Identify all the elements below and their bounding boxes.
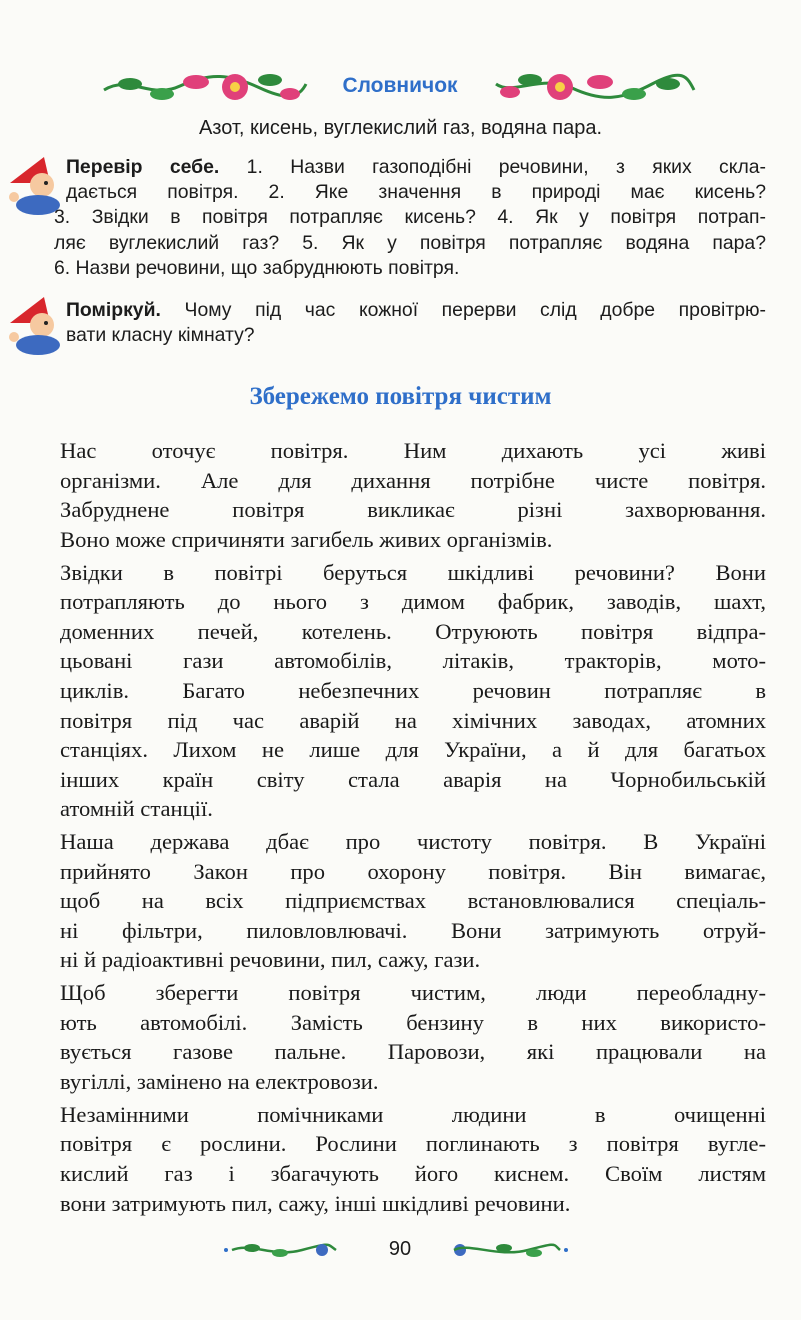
body-text [60, 436, 766, 1221]
check-yourself-continued: 3. Звідки в повітря потрапляє кисень? 4. Як у повітря потрап- ляє вуглекислий газ? 5. Як у повітря потрапляє водяна пара? 6. Назви речовини, що забруднюють повітря. [54, 206, 766, 279]
dictionary-header [0, 70, 801, 104]
floral-ornament-icon [492, 70, 697, 104]
paragraph: Щоб зберегти повітря чистим, люди переобладну- ють автомобілі. Замість бензину в них використо- вується газове пальне. Паровози, які працювали на вугіллі, замінено на електровози. [60, 980, 766, 1095]
paragraph: Нас оточує повітря. Ним дихають усі живі організми. Але для дихання потрібне чисте повітря. Забруднене повітря викликає різні захворювання. Воно може спричиняти загибель живих організмів. [60, 438, 766, 552]
think-label: Поміркуй. [66, 299, 161, 321]
paragraph: Наша держава дбає про чистоту повітря. В Україні прийнято Закон про охорону повітря. Він вимагає, щоб на всіх підприємствах встановлювалися спеціаль- ні фільтри, пиловловлювачі. Вони затримують отруй- ні й радіоактивні речовини, пил, сажу, гази. [60, 829, 766, 973]
think-block: Поміркуй. Чому під час кожної перерви слід добре провітрю- вати класну кімнату? [66, 299, 766, 347]
paragraph: Незамінними помічниками людини в очищенні повітря є рослини. Рослини поглинають з повітря вугле- кислий газ і збагачують його киснем. Своїм листям вони затримують пил, сажу, інші шкідливі речовини. [60, 1101, 766, 1216]
gnome-mascot-icon [4, 293, 68, 355]
page-footer [0, 1236, 801, 1266]
dictionary-title: Словничок [342, 74, 458, 97]
section-title: Збережемо повітря чистим [249, 383, 552, 410]
check-yourself-label: Перевір себе. [66, 156, 220, 178]
floral-ornament-icon [448, 1240, 570, 1260]
dictionary-words: Азот, кисень, вуглекислий газ, водяна пара. [198, 117, 603, 139]
paragraph: Звідки в повітрі беруться шкідливі речовини? Вони потрапляють до нього з димом фабрик, заводів, шахт, доменних печей, котелень. Отруюють повітря відпра- цьовані гази автомобілів, літаків, тракторів, мото- циклів. Багато небезпечних речовин потрапляє в повітря під час аварій на хімічних заводах, атомних станціях. Лихом не лише для України, а й для багатьох інших країн світу стала аварія на Чорнобильській атомній станції. [60, 559, 766, 822]
page-number: 90 [388, 1238, 412, 1260]
floral-ornament-icon [100, 70, 310, 104]
check-yourself-block: Перевір себе. 1. Назви газоподібні речовини, з яких скла- дається повітря. 2. Яке значення в природі має кисень? [66, 156, 766, 204]
floral-ornament-icon [222, 1240, 340, 1260]
